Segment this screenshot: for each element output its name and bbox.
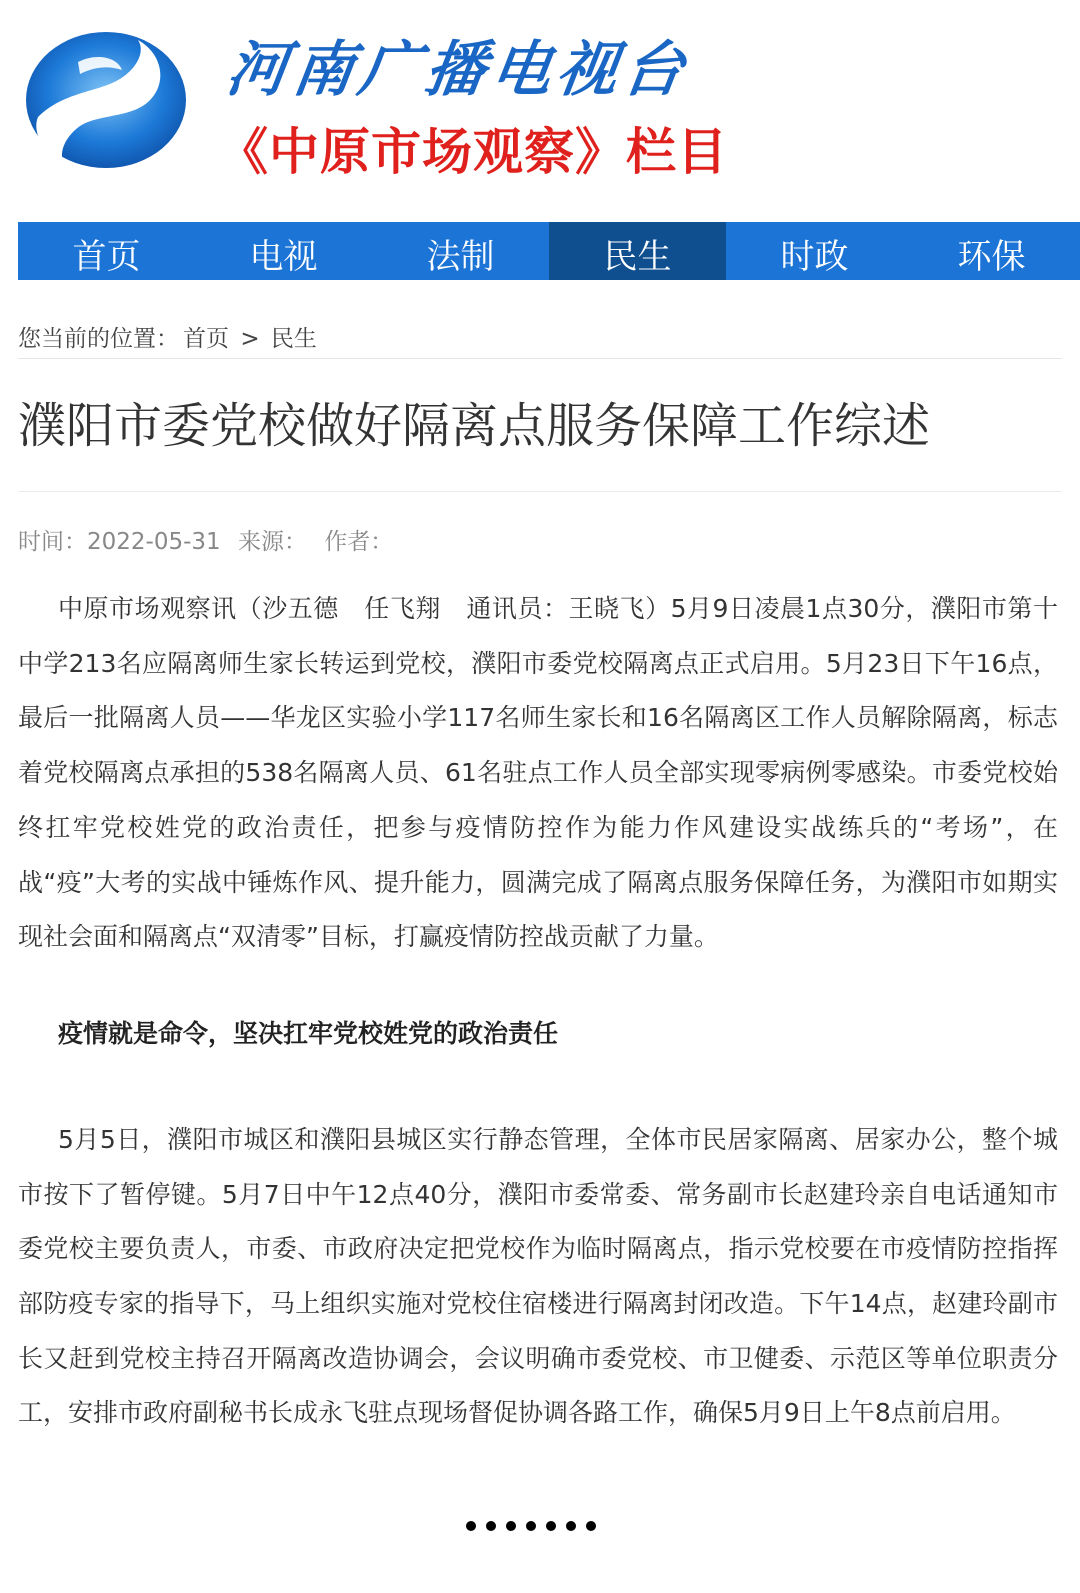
dot-icon: [526, 1521, 536, 1531]
dot-icon: [566, 1521, 576, 1531]
site-header: [0, 0, 1080, 210]
nav-item-home[interactable]: 首页: [72, 237, 141, 277]
nav-item-tv[interactable]: 电视: [249, 237, 318, 277]
dot-icon: [586, 1521, 596, 1531]
article-title: 濮阳市委党校做好隔离点服务保障工作综述: [18, 398, 931, 454]
article-paragraph: 5月5日，濮阳市城区和濮阳县城区实行静态管理，全体市民居家隔离、居家办公，整个城市按下了暂停键。5月7日中午12点40分，濮阳市委常委、常务副市长赵建玲亲自电话通知市委党校主要负责人，市委、市政府决定把党校作为临时隔离点，指示党校要在市疫情防控指挥部防疫专家的指导下，马上组织实施对党校住宿楼进行隔离封闭改造。下午14点，赵建玲副市长又赶到党校主持召开隔离改造协调会，会议明确市委党校、市卫健委、示范区等单位职责分工，安排市政府副秘书长成永飞驻点现场督促协调各路工作，确保5月9日上午8点前启用。: [18, 1124, 1058, 1428]
dot-icon: [506, 1521, 516, 1531]
dot-icon: [486, 1521, 496, 1531]
divider: [18, 491, 1062, 492]
breadcrumb-separator: >: [240, 326, 260, 352]
article-body: [18, 582, 1058, 1441]
breadcrumb: [18, 320, 321, 353]
nav-item-livelihood[interactable]: 民生: [549, 222, 726, 280]
main-nav: [18, 222, 1080, 280]
station-name: 河南广播电视台: [222, 35, 695, 105]
dot-icon: [466, 1521, 476, 1531]
station-logo-icon[interactable]: [18, 22, 188, 172]
divider: [18, 358, 1062, 359]
article-author: 作者：: [324, 529, 394, 555]
dot-icon: [546, 1521, 556, 1531]
article-date: 时间：2022-05-31: [18, 529, 221, 555]
nav-item-environment[interactable]: 环保: [957, 237, 1026, 277]
breadcrumb-home-link[interactable]: 首页: [183, 326, 229, 352]
program-name: 《中原市场观察》栏目: [218, 123, 728, 181]
article-subheading: 疫情就是命令，坚决扛牢党校姓党的政治责任: [58, 1018, 559, 1048]
nav-item-politics[interactable]: 时政: [780, 237, 849, 277]
article-paragraph: 中原市场观察讯（沙五德 任飞翔 通讯员：王晓飞）5月9日凌晨1点30分，濮阳市第十中学213名应隔离师生家长转运到党校，濮阳市委党校隔离点正式启用。5月23日下午16点，最后一批隔离人员——华龙区实验小学117名师生家长和16名隔离区工作人员解除隔离，标志着党校隔离点承担的538名隔离人员、61名驻点工作人员全部实现零病例零感染。市委党校始终扛牢党校姓党的政治责任，把参与疫情防控作为能力作风建设实战练兵的“考场”，在战“疫”大考的实战中锤炼作风、提升能力，圆满完成了隔离点服务保障任务，为濮阳市如期实现社会面和隔离点“双清零”目标，打赢疫情防控战贡献了力量。: [18, 594, 1058, 952]
article-source: 来源：: [237, 529, 307, 555]
breadcrumb-prefix: 您当前的位置：: [18, 326, 179, 352]
article-meta: [18, 523, 403, 556]
nav-item-law[interactable]: 法制: [426, 237, 495, 277]
breadcrumb-current-link[interactable]: 民生: [270, 326, 317, 352]
pagination-dots[interactable]: [466, 1521, 606, 1531]
